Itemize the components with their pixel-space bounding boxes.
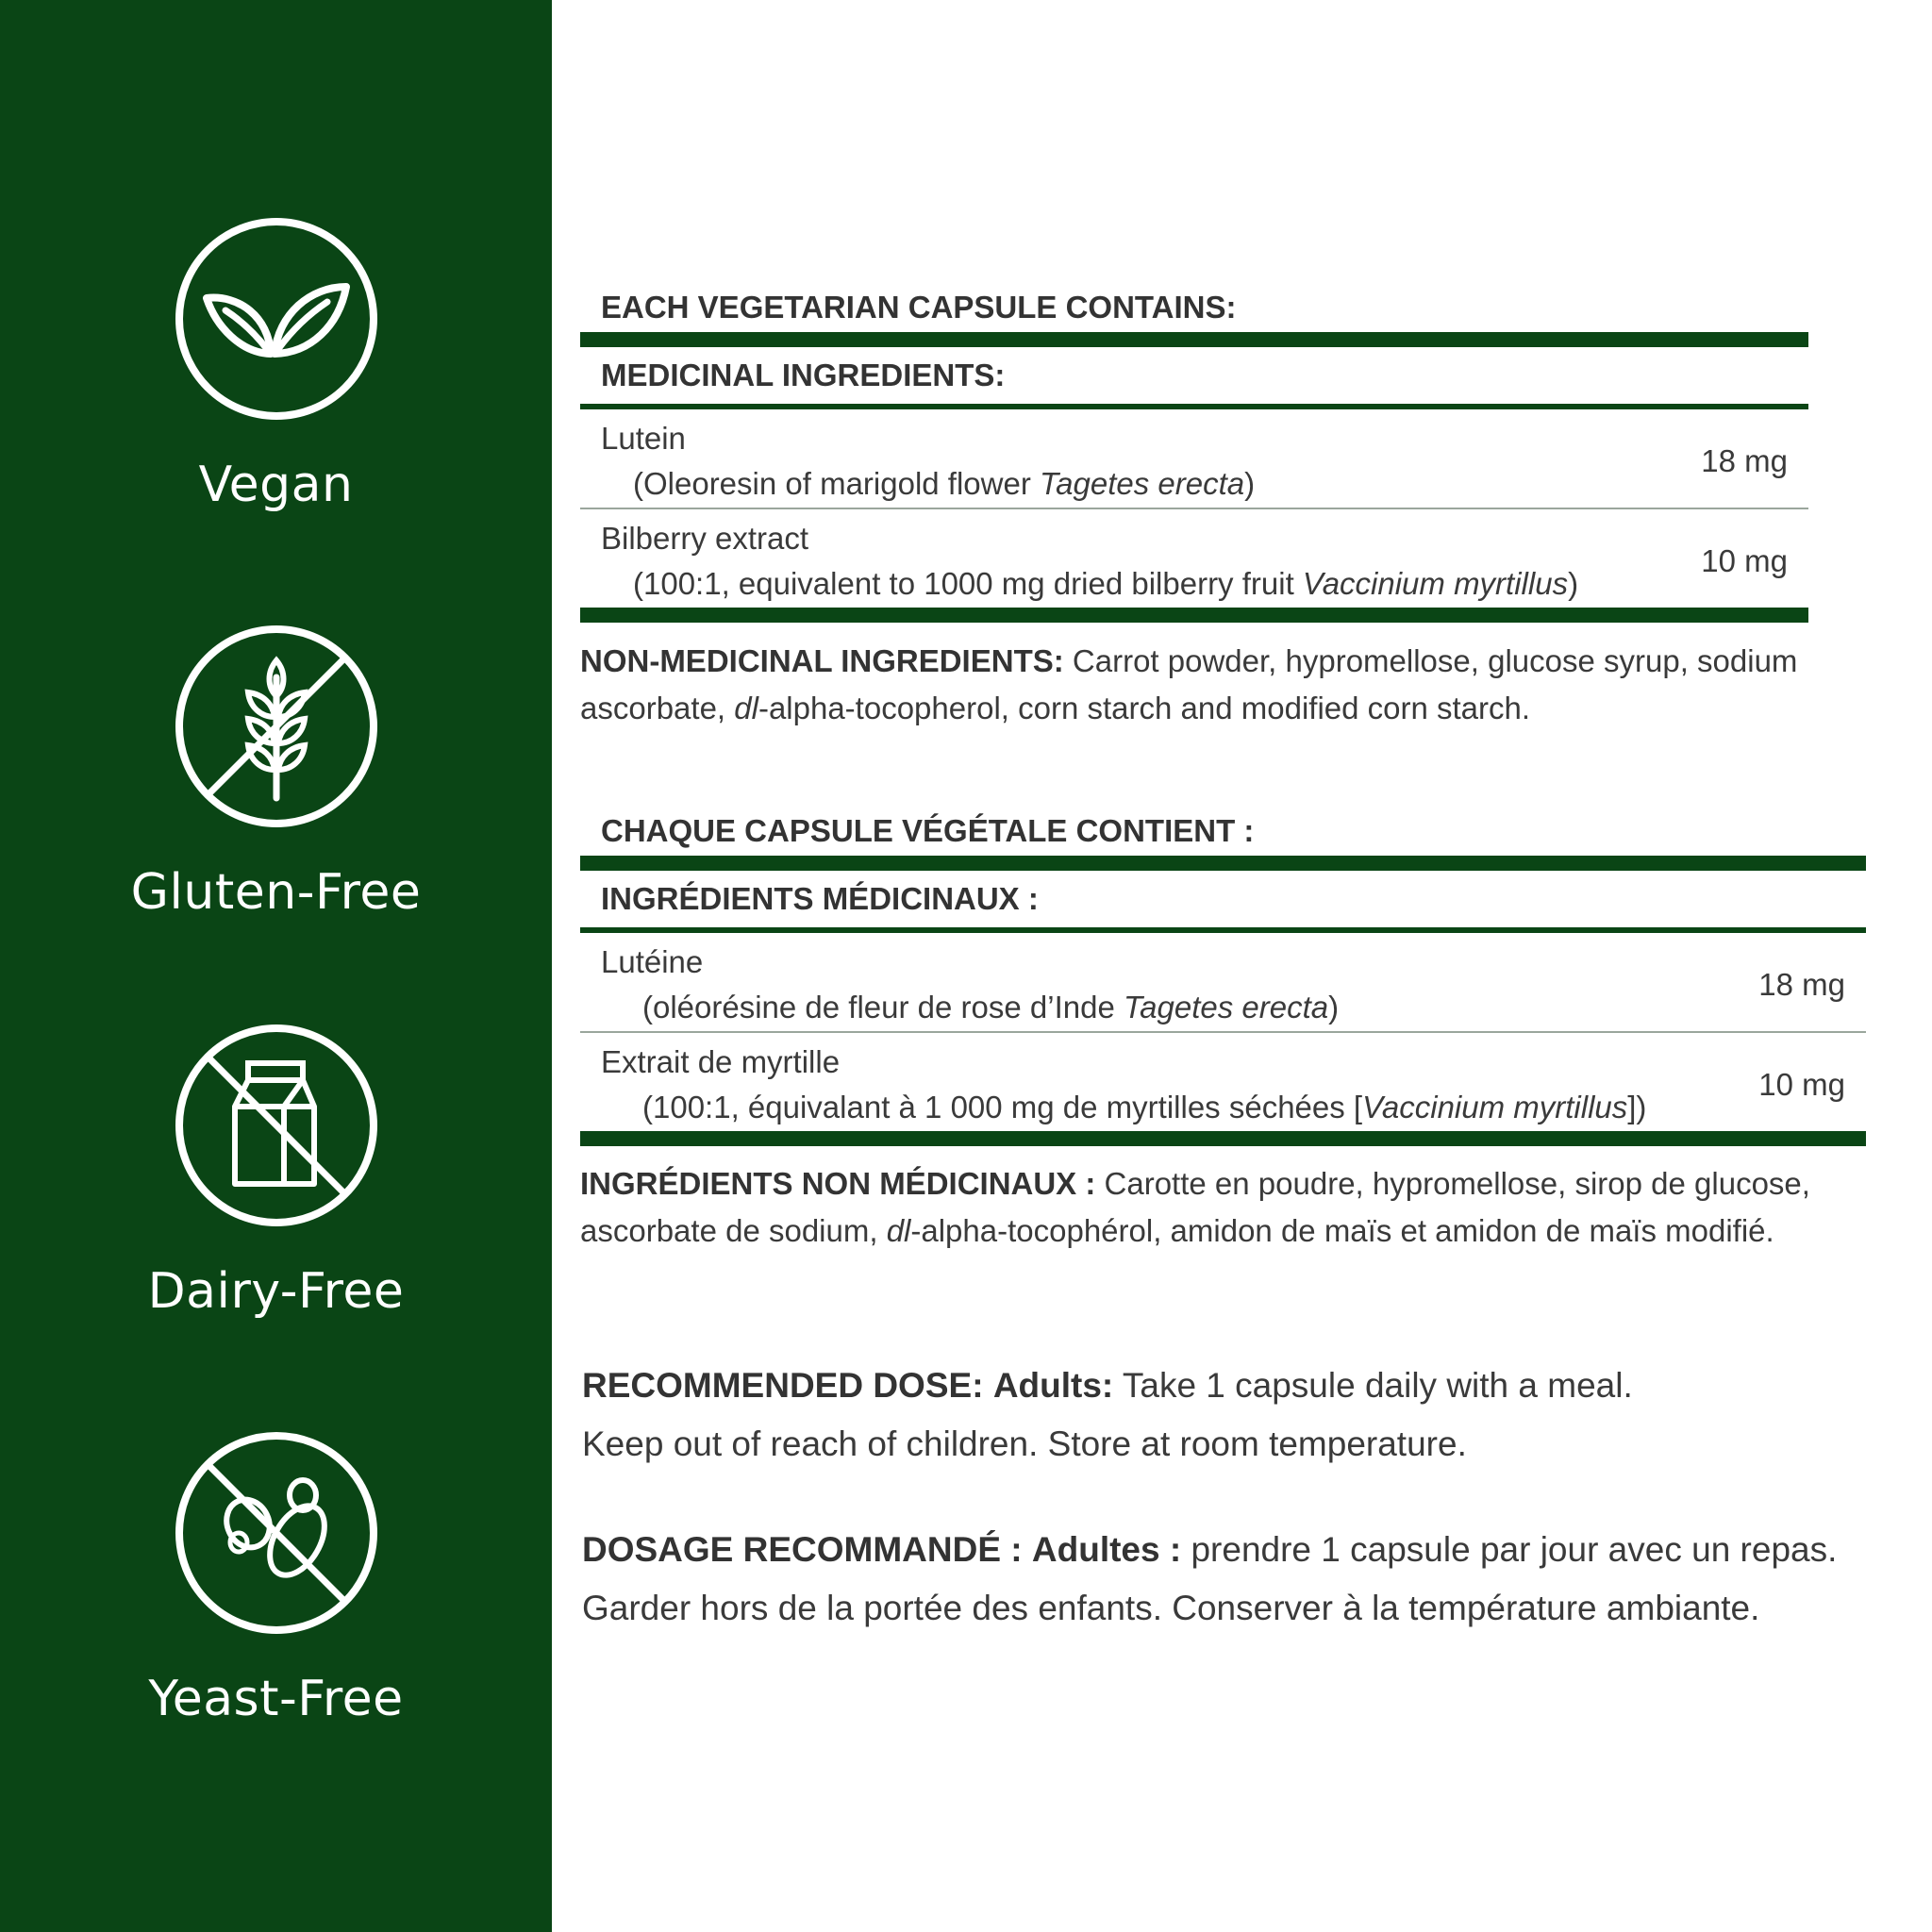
divider bbox=[580, 608, 1808, 623]
recommended-dose-en bbox=[582, 1357, 1633, 1474]
badge-label-dairy-free: Dairy-Free bbox=[147, 1263, 405, 1320]
badge-label-vegan: Vegan bbox=[198, 457, 354, 513]
dose-line: DOSAGE RECOMMANDÉ : Adultes : prendre 1 capsule par jour avec un repas. bbox=[582, 1530, 1838, 1569]
badge-label-gluten-free: Gluten-Free bbox=[130, 864, 422, 921]
storage-warning: Keep out of reach of children. Store at room temperature. bbox=[582, 1424, 1467, 1463]
ingredients-table-fr bbox=[580, 807, 1866, 1146]
table-title: CHAQUE CAPSULE VÉGÉTALE CONTIENT : bbox=[601, 813, 1255, 848]
ingredient-source: (Oleoresin of marigold flower Tagetes erecta) bbox=[633, 466, 1256, 501]
ingredient-source: (100:1, equivalent to 1000 mg dried bilberry fruit Vaccinium myrtillus) bbox=[633, 566, 1579, 601]
ingredient-name: Extrait de myrtille bbox=[601, 1044, 841, 1079]
ingredient-row-myrtille bbox=[580, 1033, 1866, 1131]
non-medicinal-ingredients-fr: INGRÉDIENTS NON MÉDICINAUX : Carotte en poudre, hypromellose, sirop de glucose, ascorbate de sodium, dl-alpha-tocophérol, amidon de maïs et amidon de maïs modifié. bbox=[580, 1166, 1810, 1248]
recommended-dose-fr bbox=[582, 1521, 1837, 1638]
ingredient-amount: 18 mg bbox=[1701, 443, 1788, 478]
divider bbox=[580, 856, 1866, 871]
ingredient-amount: 10 mg bbox=[1758, 1067, 1845, 1102]
ingredient-name: Lutein bbox=[601, 421, 686, 456]
ingredients-table-en bbox=[580, 283, 1808, 623]
ingredient-row-lutein bbox=[580, 409, 1808, 508]
ingredient-source: (oléorésine de fleur de rose d’Inde Tagetes erecta) bbox=[642, 990, 1340, 1024]
ingredient-amount: 18 mg bbox=[1758, 967, 1845, 1002]
badge-label-yeast-free: Yeast-Free bbox=[148, 1671, 404, 1727]
ingredient-name: Bilberry extract bbox=[601, 521, 809, 556]
ingredient-source: (100:1, équivalant à 1 000 mg de myrtilles séchées [Vaccinium myrtillus]) bbox=[642, 1090, 1647, 1124]
ingredient-row-luteine bbox=[580, 933, 1866, 1031]
ingredient-amount: 10 mg bbox=[1701, 543, 1788, 578]
table-title: EACH VEGETARIAN CAPSULE CONTAINS: bbox=[601, 290, 1237, 325]
ingredient-row-bilberry bbox=[580, 509, 1808, 608]
divider bbox=[580, 1131, 1866, 1146]
storage-warning: Garder hors de la portée des enfants. Conserver à la température ambiante. bbox=[582, 1589, 1760, 1627]
medicinal-heading: INGRÉDIENTS MÉDICINAUX : bbox=[601, 881, 1039, 916]
divider bbox=[580, 332, 1808, 347]
ingredient-name: Lutéine bbox=[601, 944, 704, 979]
non-medicinal-ingredients-en: NON-MEDICINAL INGREDIENTS: Carrot powder, hypromellose, glucose syrup, sodium ascorbate, dl-alpha-tocopherol, corn starch and modified corn starch. bbox=[580, 643, 1798, 725]
dose-line: RECOMMENDED DOSE: Adults: Take 1 capsule daily with a meal. bbox=[582, 1366, 1633, 1405]
medicinal-heading: MEDICINAL INGREDIENTS: bbox=[601, 358, 1006, 392]
